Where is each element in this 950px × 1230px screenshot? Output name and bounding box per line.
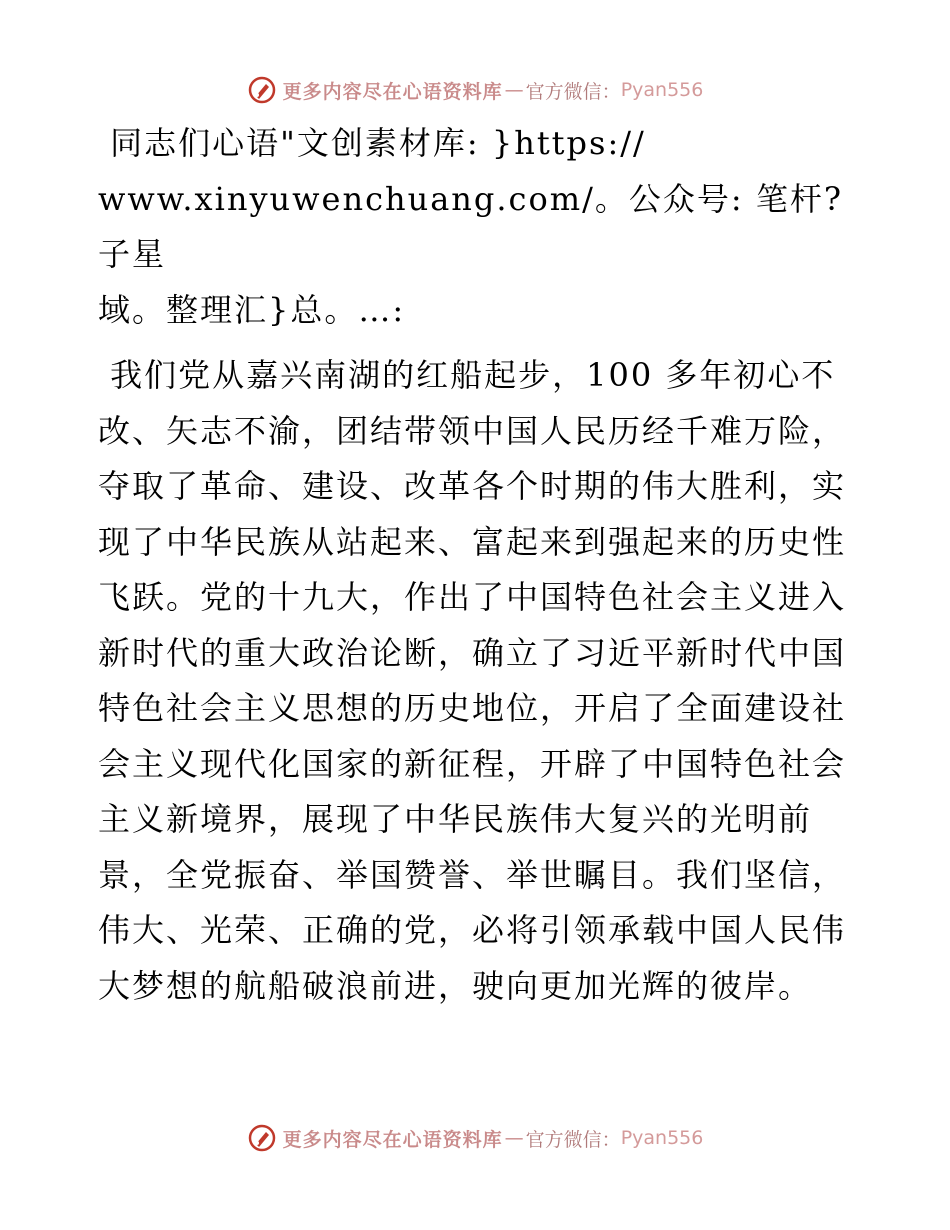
source-note-paragraph: 同志们心语"文创素材库: }https:// www.xinyuwenchuang.com/。公众号: 笔杆?子星 域。整理汇}总。…: [98,124,843,329]
banner-separator: — [504,1127,524,1149]
banner-brand-text: 更多内容尽在心语资料库 [282,1128,503,1151]
banner-brand-text: 更多内容尽在心语资料库 [282,80,503,103]
header-watermark-banner [0,70,950,110]
banner-separator: — [504,79,524,101]
pen-nib-logo-icon [247,1123,277,1153]
document-body [98,116,858,1014]
banner-account-id: Pyan556 [620,79,704,101]
banner-official-label: 官方微信： [525,1128,621,1151]
banner-account-id: Pyan556 [620,1127,704,1149]
footer-watermark-banner [0,1118,950,1158]
banner-official-label: 官方微信： [525,80,621,103]
body-paragraph: 我们党从嘉兴南湖的红船起步，100 多年初心不 改、矢志不渝，团结带领中国人民历经千难万险， 夺取了革命、建设、改革各个时期的伟大胜利，实 现了中华民族从站起来、富起来到强起来的历史性 飞跃。党的十九大，作出了中国特色社会主义进入 新时代的重大政治论断，确立了习近平新时代中国 特色社会主义思想的历史地位，开启了全面建设社 会主义现代化国家的新征程，开辟了中国特色社会 主义新境界，展现了中华民族伟大复兴的光明前 景，全党振奋、举国赞誉、举世瞩目。我们坚信， 伟大、光荣、正确的党，必将引领承载中国人民伟 大梦想的航船破浪前进，驶向更加光辉的彼岸。 [98,356,847,1005]
pen-nib-logo-icon [247,75,277,105]
